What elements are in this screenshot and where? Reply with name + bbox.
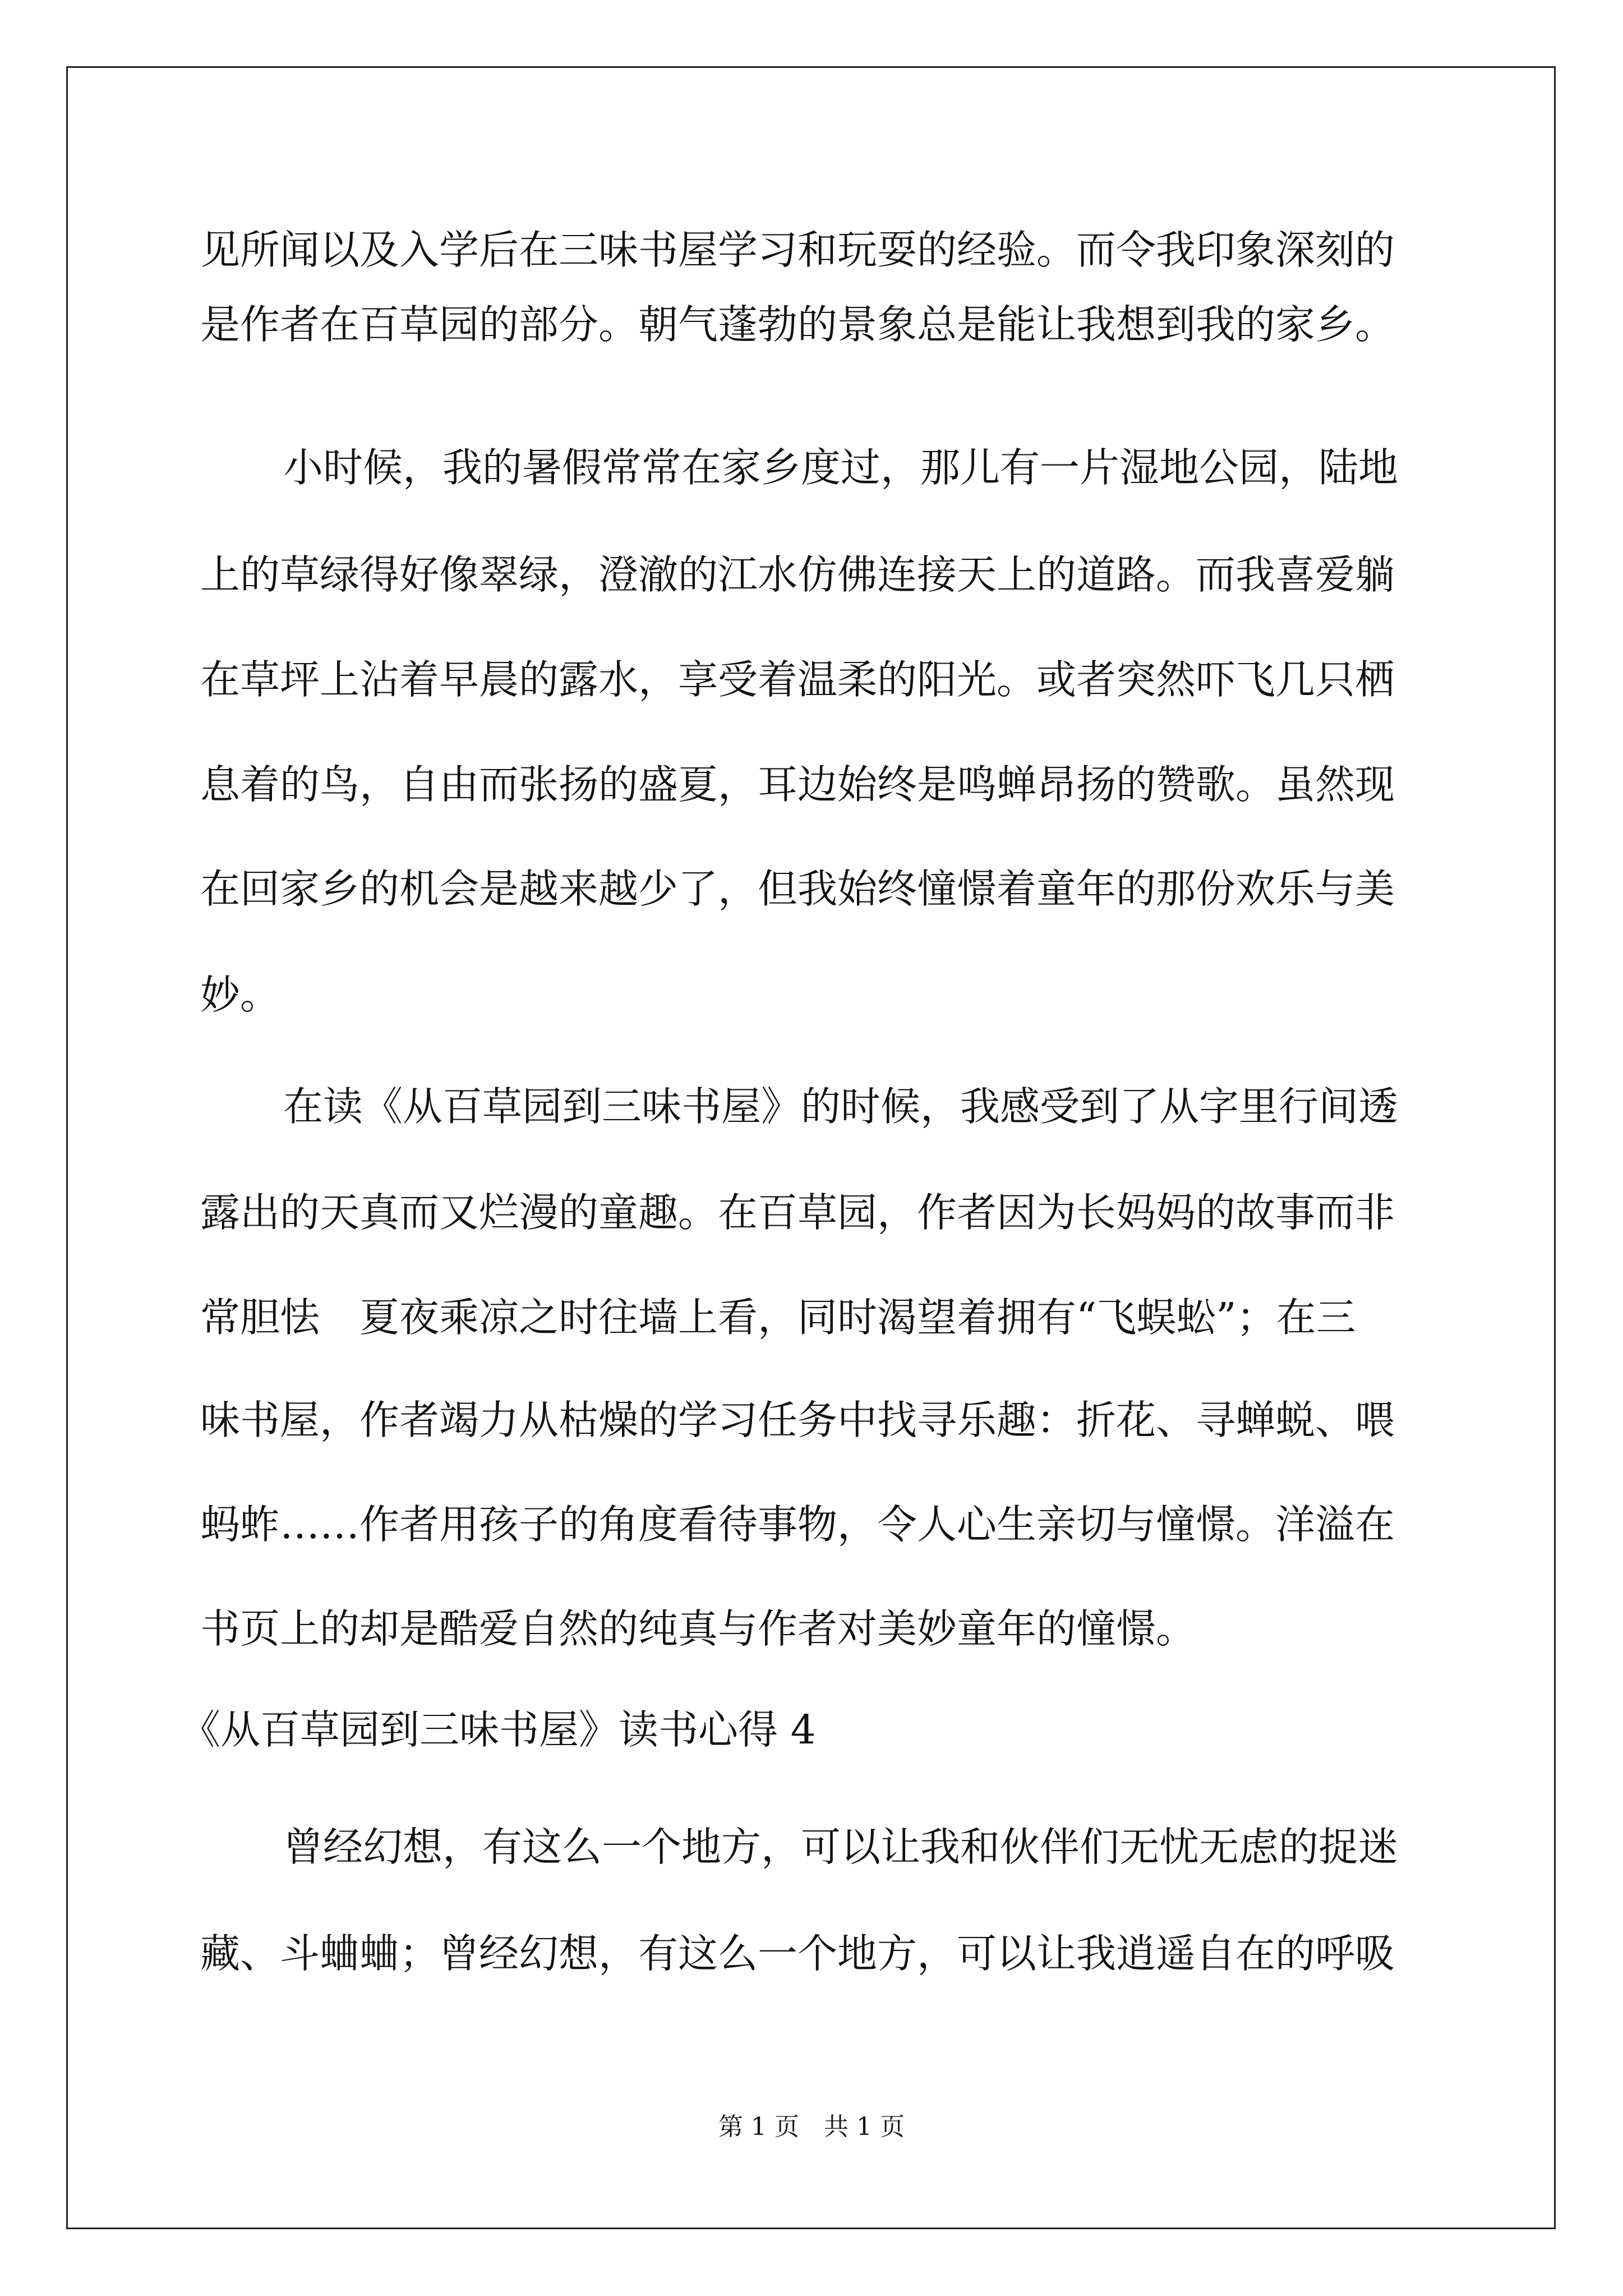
paragraph-line: 蚂蚱……作者用孩子的角度看待事物，令人心生亲切与憧憬。洋溢在 xyxy=(200,1501,1395,1548)
paragraph-line: 曾经幻想，有这么一个地方，可以让我和伙伴们无忧无虑的捉迷 xyxy=(283,1824,1399,1870)
paragraph-line: 在读《从百草园到三味书屋》的时候，我感受到了从字里行间透 xyxy=(283,1083,1399,1130)
paragraph-line: 常胆怯 夏夜乘凉之时往墙上看，同时渴望着拥有“飞蜈蚣”；在三 xyxy=(200,1294,1356,1341)
paragraph-line: 味书屋，作者竭力从枯燥的学习任务中找寻乐趣：折花、寻蝉蜕、喂 xyxy=(200,1397,1395,1443)
paragraph-line: 小时候，我的暑假常常在家乡度过，那儿有一片湿地公园，陆地 xyxy=(283,444,1399,491)
paragraph-line: 藏、斗蛐蛐；曾经幻想，有这么一个地方，可以让我逍遥自在的呼吸 xyxy=(200,1930,1395,1977)
paragraph-line: 见所闻以及入学后在三味书屋学习和玩耍的经验。而令我印象深刻的 xyxy=(200,227,1395,273)
paragraph-line: 在回家乡的机会是越来越少了，但我始终憧憬着童年的那份欢乐与美 xyxy=(200,866,1395,912)
paragraph-line: 息着的鸟，自由而张扬的盛夏，耳边始终是鸣蝉昂扬的赞歌。虽然现 xyxy=(200,761,1395,808)
section-heading: 《从百草园到三味书屋》读书心得 4 xyxy=(181,1706,816,1753)
paragraph-line: 是作者在百草园的部分。朝气蓬勃的景象总是能让我想到我的家乡。 xyxy=(200,301,1395,348)
paragraph-line: 上的草绿得好像翠绿，澄澈的江水仿佛连接天上的道路。而我喜爱躺 xyxy=(200,551,1395,598)
paragraph-line: 露出的天真而又烂漫的童趣。在百草园，作者因为长妈妈的故事而非 xyxy=(200,1189,1395,1236)
paragraph-line: 书页上的却是酷爱自然的纯真与作者对美妙童年的憧憬。 xyxy=(200,1605,1196,1652)
page-border xyxy=(66,66,1556,2229)
paragraph-line: 妙。 xyxy=(200,972,280,1018)
page-number-footer: 第 1 页 共 1 页 xyxy=(718,2113,905,2141)
paragraph-line: 在草坪上沾着早晨的露水，享受着温柔的阳光。或者突然吓飞几只栖 xyxy=(200,656,1395,703)
